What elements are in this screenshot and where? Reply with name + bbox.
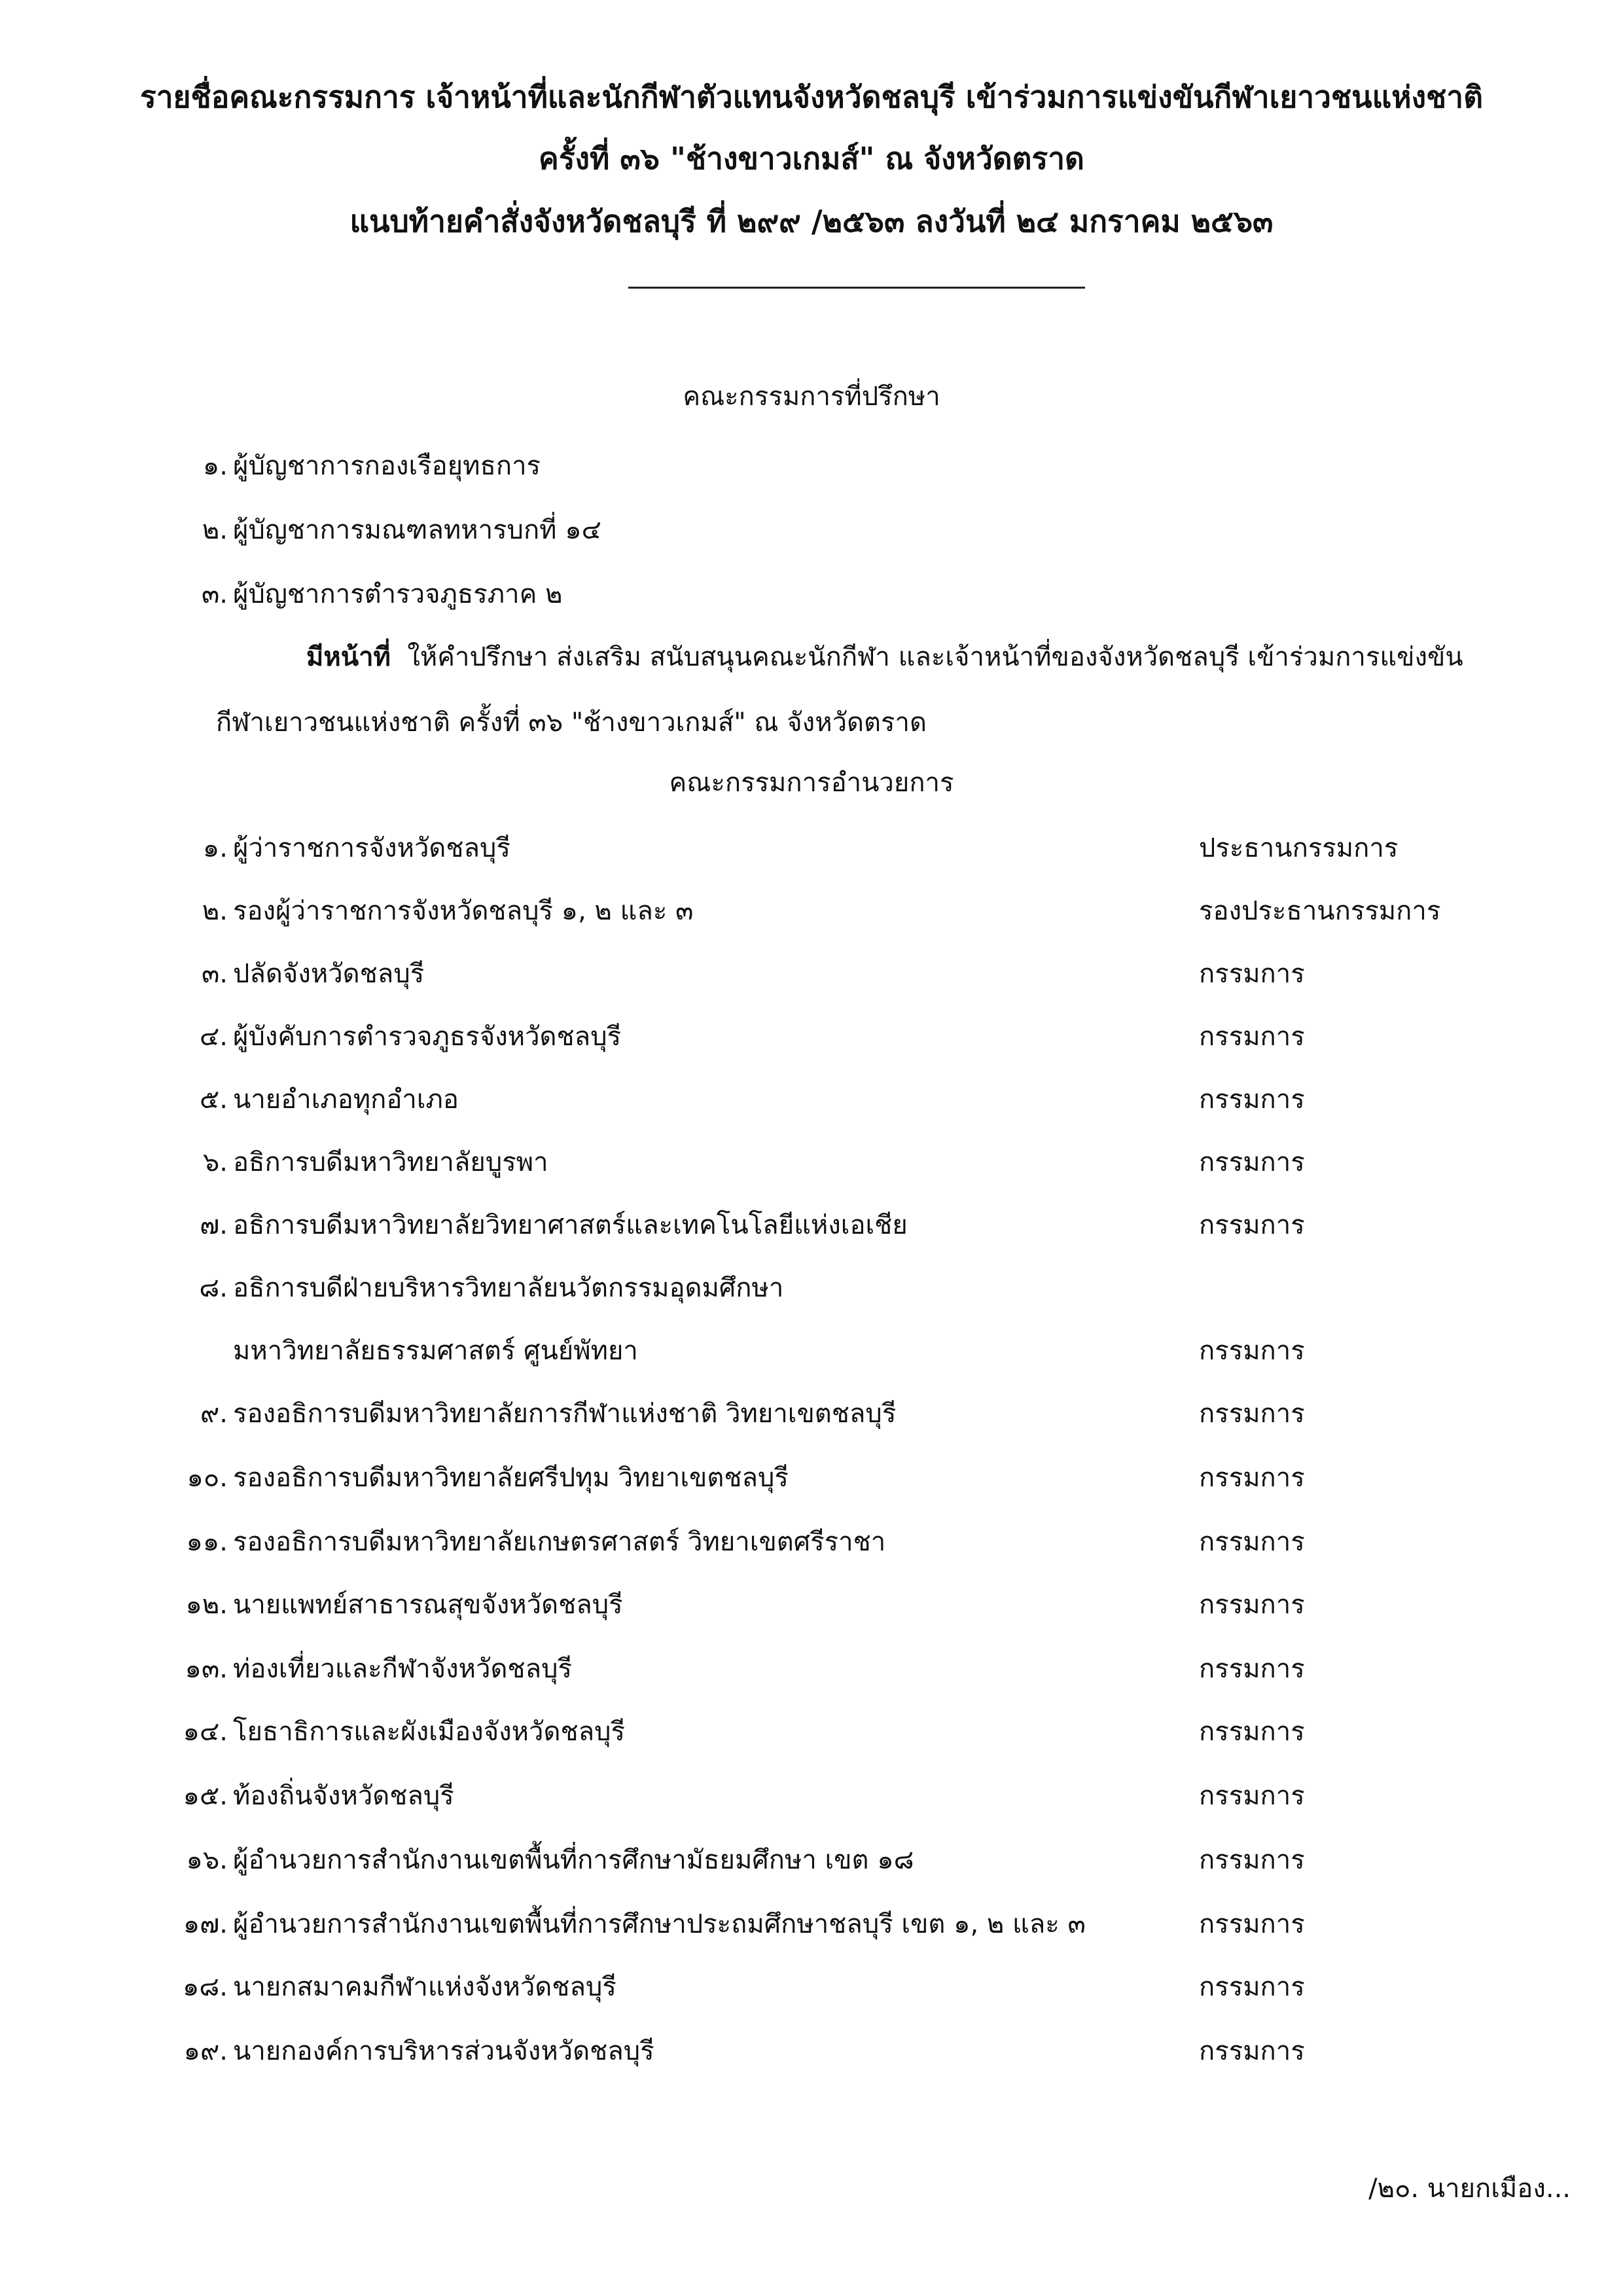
page-continuation: /๒๐. นายกเมือง... <box>1368 2174 1571 2204</box>
item-number: ๒. <box>202 896 228 926</box>
list-item <box>0 1270 1623 1306</box>
document-title-line-1: รายชื่อคณะกรรมการ เจ้าหน้าที่และนักกีฬาตัวแทนจังหวัดชลบุรี เข้าร่วมการแข่งขันกีฬาเยาวชนแห่งชาติ <box>140 79 1483 115</box>
item-name: รองอธิการบดีมหาวิทยาลัยการกีฬาแห่งชาติ วิทยาเขตชลบุรี <box>233 1399 897 1429</box>
list-item <box>0 1651 1623 1687</box>
item-name: มหาวิทยาลัยธรรมศาสตร์ ศูนย์พัทยา <box>233 1336 638 1366</box>
item-name: ผู้อำนวยการสำนักงานเขตพื้นที่การศึกษาประถมศึกษาชลบุรี เขต ๑, ๒ และ ๓ <box>233 1909 1086 1939</box>
item-number: ๑๓. <box>185 1654 228 1684</box>
item-name: นายแพทย์สาธารณสุขจังหวัดชลบุรี <box>233 1590 623 1620</box>
title-divider <box>628 287 1085 289</box>
item-name: ผู้บัญชาการกองเรือยุทธการ <box>233 451 541 481</box>
list-item <box>0 1969 1623 2005</box>
item-role: กรรมการ <box>1199 1147 1305 1177</box>
list-item <box>0 893 1623 929</box>
item-role: กรรมการ <box>1199 1654 1305 1684</box>
list-item <box>0 1333 1623 1369</box>
item-name: ผู้บัญชาการมณฑลทหารบกที่ ๑๔ <box>233 515 601 545</box>
item-role: รองประธานกรรมการ <box>1199 896 1441 926</box>
item-number: ๑๕. <box>183 1781 228 1811</box>
item-name: นายอำเภอทุกอำเภอ <box>233 1085 459 1115</box>
list-item <box>0 1713 1623 1750</box>
item-name: ปลัดจังหวัดชลบุรี <box>233 959 425 989</box>
item-name: อธิการบดีมหาวิทยาลัยบูรพา <box>233 1147 548 1177</box>
item-number: ๘. <box>199 1273 228 1303</box>
item-name: อธิการบดีมหาวิทยาลัยวิทยาศาสตร์และเทคโนโลยีแห่งเอเชีย <box>233 1210 908 1240</box>
item-role: ประธานกรรมการ <box>1199 833 1399 863</box>
duty-text: ให้คำปรึกษา ส่งเสริม สนับสนุนคณะนักกีฬา และเจ้าหน้าที่ของจังหวัดชลบุรี เข้าร่วมการแข่งขัน <box>407 642 1463 672</box>
item-number: ๙. <box>200 1399 228 1429</box>
item-name: ท้องถิ่นจังหวัดชลบุรี <box>233 1781 454 1811</box>
item-role: กรรมการ <box>1199 1399 1305 1429</box>
item-role: กรรมการ <box>1199 1909 1305 1939</box>
item-role: กรรมการ <box>1199 1022 1305 1052</box>
item-role: กรรมการ <box>1199 1972 1305 2002</box>
list-item <box>0 830 1623 867</box>
list-item <box>0 1207 1623 1244</box>
document-title-line-3: แนบท้ายคำสั่งจังหวัดชลบุรี ที่ ๒๙๙ /๒๕๖๓ ลงวันที่ ๒๔ มกราคม ๒๕๖๓ <box>349 204 1274 239</box>
list-item <box>0 1144 1623 1181</box>
item-number: ๔. <box>200 1022 228 1052</box>
item-name: รองอธิการบดีมหาวิทยาลัยเกษตรศาสตร์ วิทยาเขตศรีราชา <box>233 1527 886 1557</box>
item-name: ผู้บัญชาการตำรวจภูธรภาค ๒ <box>233 579 563 609</box>
item-role: กรรมการ <box>1199 959 1305 989</box>
list-item <box>0 1081 1623 1118</box>
item-role: กรรมการ <box>1199 1717 1305 1747</box>
item-number: ๑๘. <box>183 1972 228 2002</box>
list-item <box>0 448 1623 484</box>
list-item <box>0 1778 1623 1814</box>
list-item <box>0 2033 1623 2070</box>
item-role: กรรมการ <box>1199 1845 1305 1875</box>
item-name: ผู้บังคับการตำรวจภูธรจังหวัดชลบุรี <box>233 1022 622 1052</box>
item-number: ๑๔. <box>183 1717 228 1747</box>
item-role: กรรมการ <box>1199 1590 1305 1620</box>
item-number: ๑๙. <box>183 2036 228 2066</box>
list-item <box>0 1524 1623 1560</box>
duty-paragraph-line-1 <box>306 639 1463 675</box>
list-item <box>0 512 1623 548</box>
list-item <box>0 1018 1623 1055</box>
item-name: โยธาธิการและผังเมืองจังหวัดชลบุรี <box>233 1717 626 1747</box>
item-number: ๒. <box>202 515 228 545</box>
item-name: ท่องเที่ยวและกีฬาจังหวัดชลบุรี <box>233 1654 572 1684</box>
advisory-committee-heading: คณะกรรมการที่ปรึกษา <box>683 382 940 412</box>
item-name: นายกองค์การบริหารส่วนจังหวัดชลบุรี <box>233 2036 654 2066</box>
item-number: ๑๑. <box>186 1527 228 1557</box>
item-role: กรรมการ <box>1199 1085 1305 1115</box>
item-number: ๖. <box>202 1147 228 1177</box>
list-item <box>0 1906 1623 1943</box>
list-item <box>0 1460 1623 1496</box>
item-number: ๓. <box>201 579 228 609</box>
item-name: ผู้ว่าราชการจังหวัดชลบุรี <box>233 833 510 863</box>
list-item <box>0 956 1623 992</box>
document-title-line-2: ครั้งที่ ๓๖ "ช้างขาวเกมส์" ณ จังหวัดตราด <box>539 141 1084 176</box>
item-number: ๕. <box>200 1085 228 1115</box>
duty-paragraph-line-2: กีฬาเยาวชนแห่งชาติ ครั้งที่ ๓๖ "ช้างขาวเกมส์" ณ จังหวัดตราด <box>216 708 927 738</box>
item-role: กรรมการ <box>1199 1336 1305 1366</box>
item-name: รองอธิการบดีมหาวิทยาลัยศรีปทุม วิทยาเขตชลบุรี <box>233 1463 789 1493</box>
item-number: ๑๗. <box>183 1909 228 1939</box>
list-item <box>0 1587 1623 1623</box>
list-item <box>0 1842 1623 1878</box>
item-number: ๑๐. <box>187 1463 228 1493</box>
list-item <box>0 1395 1623 1432</box>
item-name: รองผู้ว่าราชการจังหวัดชลบุรี ๑, ๒ และ ๓ <box>233 896 694 926</box>
item-number: ๗. <box>200 1210 228 1240</box>
list-item <box>0 576 1623 613</box>
item-number: ๓. <box>201 959 228 989</box>
item-number: ๑๖. <box>186 1845 228 1875</box>
duty-label: มีหน้าที่ <box>306 642 391 672</box>
item-role: กรรมการ <box>1199 1463 1305 1493</box>
item-name: ผู้อำนวยการสำนักงานเขตพื้นที่การศึกษามัธยมศึกษา เขต ๑๘ <box>233 1845 914 1875</box>
item-role: กรรมการ <box>1199 1210 1305 1240</box>
item-role: กรรมการ <box>1199 2036 1305 2066</box>
directing-committee-heading: คณะกรรมการอำนวยการ <box>669 768 954 798</box>
item-name: อธิการบดีฝ่ายบริหารวิทยาลัยนวัตกรรมอุดมศึกษา <box>233 1273 784 1303</box>
item-number: ๑๒. <box>185 1590 228 1620</box>
item-number: ๑. <box>202 451 228 481</box>
item-number: ๑. <box>202 833 228 863</box>
item-role: กรรมการ <box>1199 1527 1305 1557</box>
item-name: นายกสมาคมกีฬาแห่งจังหวัดชลบุรี <box>233 1972 616 2002</box>
item-role: กรรมการ <box>1199 1781 1305 1811</box>
